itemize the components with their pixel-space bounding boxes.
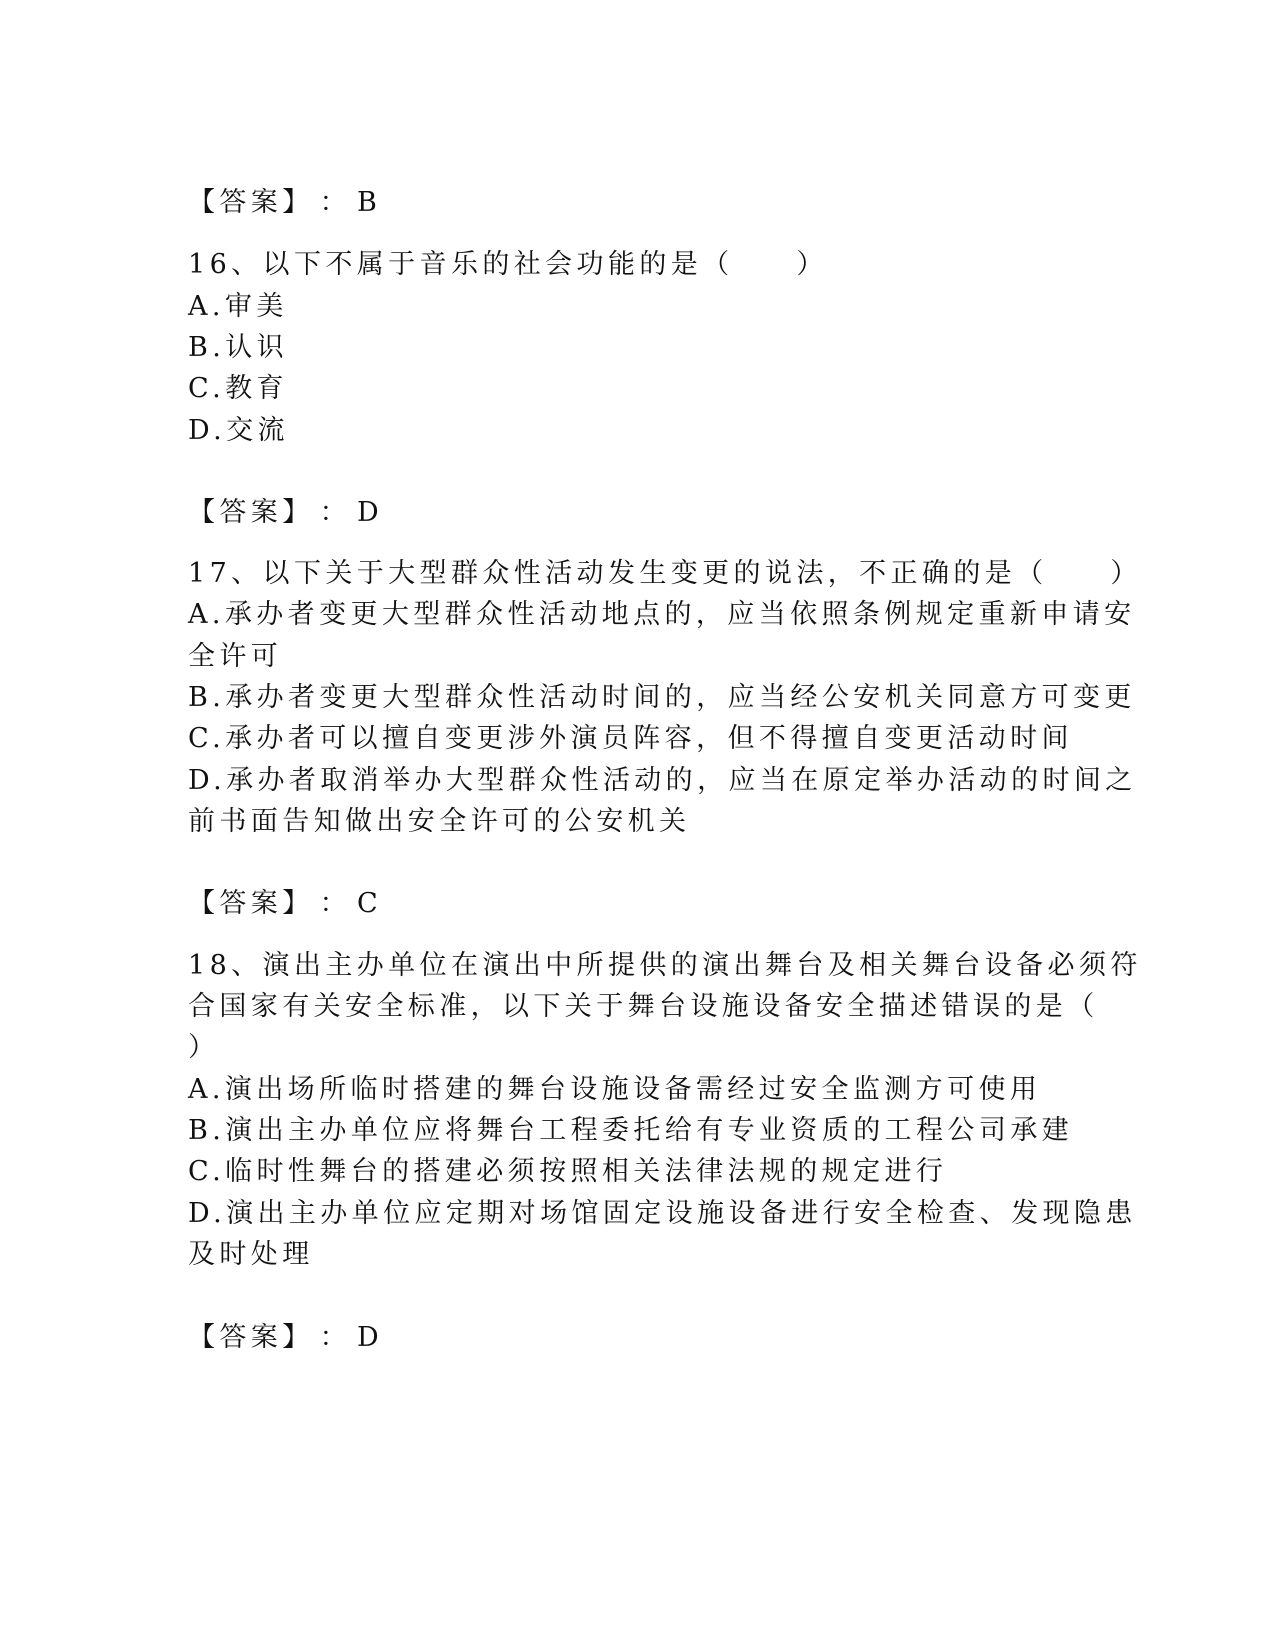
- question-18-stem-line1: 18、演出主办单位在演出中所提供的演出舞台及相关舞台设备必须符: [188, 950, 1142, 981]
- question-17-stem: 17、以下关于大型群众性活动发生变更的说法，不正确的是（ ）: [188, 558, 1142, 589]
- answer-separator: ：: [319, 888, 352, 919]
- question-18-option-c: C.临时性舞台的搭建必须按照相关法律法规的规定进行: [188, 1156, 948, 1187]
- answer-separator: ：: [319, 187, 352, 218]
- question-18-stem-line2: 合国家有关安全标准，以下关于舞台设施设备安全描述错误的是（: [188, 991, 1099, 1022]
- answer-label: 【答案】: [188, 187, 314, 218]
- question-16-stem: 16、以下不属于音乐的社会功能的是（ ）: [188, 249, 828, 280]
- answer-label: 【答案】: [188, 1322, 314, 1353]
- question-18-option-a: A.演出场所临时搭建的舞台设施设备需经过安全监测方可使用: [188, 1074, 1042, 1105]
- answer-value: B: [357, 187, 382, 218]
- question-16-option-b: B.认识: [188, 332, 289, 363]
- question-18-option-b: B.演出主办单位应将舞台工程委托给有专业资质的工程公司承建: [188, 1115, 1074, 1146]
- answer-label: 【答案】: [188, 888, 314, 919]
- answer-18: [188, 1321, 1068, 1355]
- answer-separator: ：: [319, 1322, 352, 1353]
- question-17-option-d-line1: D.承办者取消举办大型群众性活动的，应当在原定举办活动的时间之: [188, 765, 1137, 796]
- question-18-option-d-line2: 及时处理: [188, 1239, 314, 1270]
- question-17-option-c: C.承办者可以擅自变更涉外演员阵容，但不得擅自变更活动时间: [188, 723, 1073, 754]
- question-17-option-b: B.承办者变更大型群众性活动时间的，应当经公安机关同意方可变更: [188, 682, 1136, 713]
- answer-value: C: [357, 888, 383, 919]
- question-17-option-a-line1: A.承办者变更大型群众性活动地点的，应当依照条例规定重新申请安: [188, 599, 1136, 630]
- question-16-option-a: A.审美: [188, 291, 288, 322]
- question-18-stem-line3: ）: [188, 1032, 220, 1063]
- answer-16: [188, 496, 1068, 530]
- question-17-option-d-line2: 前书面告知做出安全许可的公安机关: [188, 806, 691, 837]
- question-16-option-d: D.交流: [188, 415, 289, 446]
- answer-separator: ：: [319, 497, 352, 528]
- question-18-option-d-line1: D.演出主办单位应定期对场馆固定设施设备进行安全检查、发现隐患: [188, 1198, 1137, 1229]
- answer-value: D: [357, 497, 384, 528]
- question-16-option-c: C.教育: [188, 373, 288, 404]
- answer-15: [188, 186, 1068, 220]
- answer-label: 【答案】: [188, 497, 314, 528]
- answer-value: D: [357, 1322, 384, 1353]
- question-17-option-a-line2: 全许可: [188, 641, 283, 672]
- answer-17: [188, 887, 1068, 921]
